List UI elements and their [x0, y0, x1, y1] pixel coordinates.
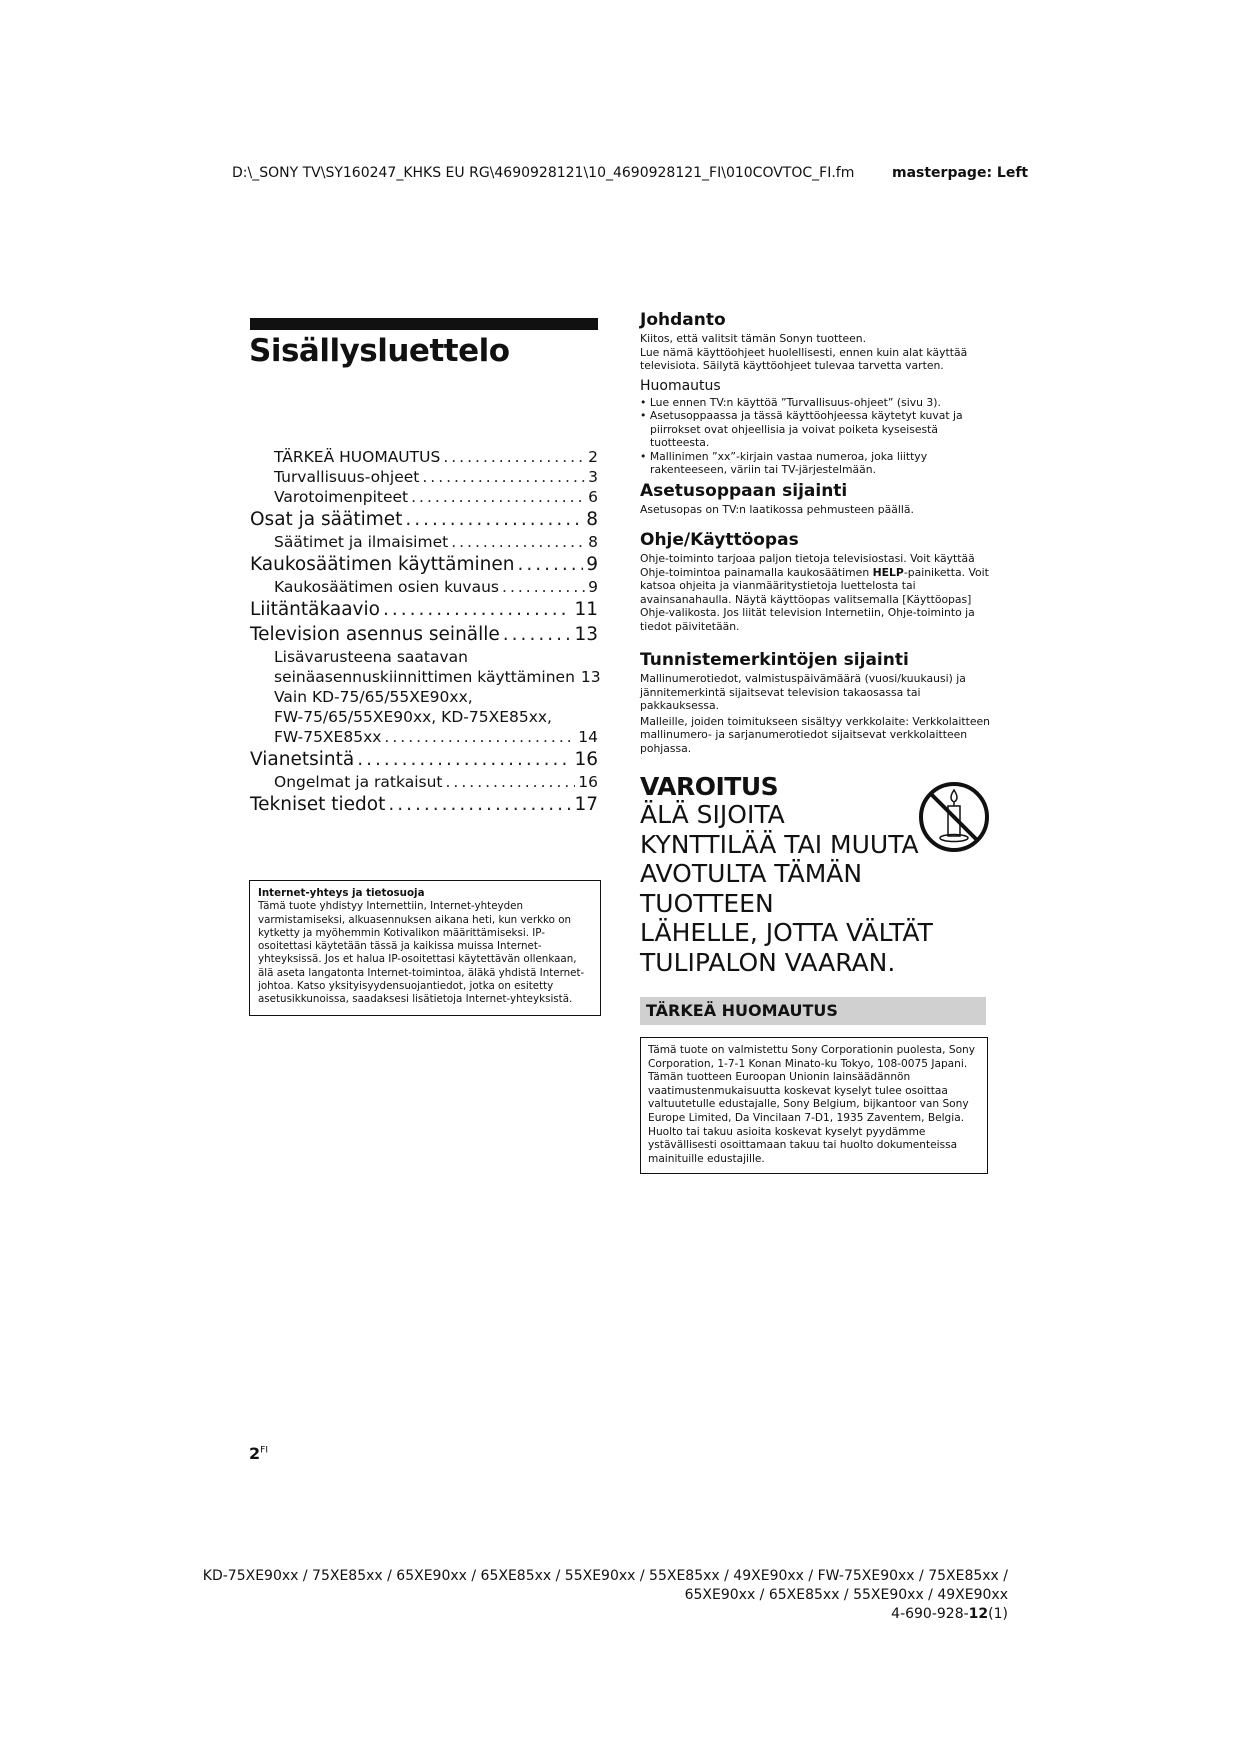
privacy-notice-box: [249, 880, 601, 1016]
toc-section-label: Tekniset tiedot: [250, 794, 386, 815]
warning-line: LÄHELLE, JOTTA VÄLTÄT: [640, 918, 933, 947]
note-item: • Asetusoppaassa ja tässä käyttöohjeessa käytetyt kuvat ja piirrokset ovat ohjeellisia ja voivat poiketa kyseisestä tuotteesta.: [640, 409, 992, 450]
setup-guide-text: Asetusopas on TV:n laatikossa pehmusteen päällä.: [640, 503, 914, 516]
important-notice-heading: TÄRKEÄ HUOMAUTUS: [640, 997, 986, 1025]
toc-section[interactable]: [250, 793, 598, 817]
no-candle-icon: [917, 780, 991, 854]
toc-section[interactable]: [250, 508, 598, 532]
toc-section-page: 9: [586, 554, 598, 575]
help-heading: Ohje/Käyttöopas: [640, 530, 799, 550]
intro-section: [640, 310, 992, 477]
toc-section-page: 17: [574, 794, 598, 815]
toc-section-label: Television asennus seinälle: [250, 624, 500, 645]
model-list-line: 65XE90xx / 65XE85xx / 55XE90xx / 49XE90xx: [684, 1587, 1008, 1603]
warning-line: TULIPALON VAARAN.: [640, 947, 896, 977]
table-of-contents: [250, 447, 601, 817]
setup-guide-section: [640, 481, 992, 517]
document-code-bold: 12: [968, 1606, 989, 1622]
toc-entry-label: Turvallisuus-ohjeet: [274, 468, 420, 486]
model-footer: [203, 1567, 1008, 1624]
toc-entry-page: 8: [588, 533, 598, 551]
toc-leader: [422, 467, 585, 487]
toc-leader: [411, 487, 585, 507]
document-code-part: 4-690-928-: [891, 1606, 969, 1622]
note-item: • Lue ennen TV:n käyttöä ”Turvallisuus-ohjeet” (sivu 3).: [640, 396, 992, 410]
warning-title: VAROITUS: [640, 772, 779, 801]
toc-leader: [405, 508, 583, 532]
page-number: [249, 1444, 268, 1463]
intro-heading: Johdanto: [640, 310, 726, 330]
model-list-line: KD-75XE90xx / 75XE85xx / 65XE90xx / 65XE85xx / 55XE90xx / 55XE85xx / 49XE90xx / FW-75XE90xx / 75XE85xx /: [202, 1568, 1008, 1584]
toc-entry-label: Ongelmat ja ratkaisut: [274, 773, 443, 791]
toc-section[interactable]: [250, 598, 598, 622]
toc-entry-page: 13: [580, 668, 601, 686]
label-location-section: [640, 650, 992, 755]
toc-leader: [502, 577, 585, 597]
toc-entry-label: Säätimet ja ilmaisimet: [274, 533, 449, 551]
help-text-part: -painiketta. Voit katsoa ohjeita ja vianmääritystietoja luettelosta tai avainsanahaulla. Näytä käyttöopas valitsemalla [Käyttöopas] Ohje-valikosta. Jos liität television Internetiin, Ohje-toiminto ja tiedot päivitetään.: [640, 565, 989, 633]
toc-entry-line: FW-75/65/55XE90xx, KD-75XE85xx,: [274, 708, 552, 726]
warning-line: AVOTULTA TÄMÄN TUOTTEEN: [640, 859, 863, 918]
toc-leader: [383, 598, 571, 622]
toc-leader: [445, 772, 575, 792]
toc-leader: [384, 727, 575, 747]
intro-paragraph: Kiitos, että valitsit tämän Sonyn tuotteen.: [640, 332, 867, 345]
toc-section-label: Osat ja säätimet: [250, 509, 403, 530]
toc-entry[interactable]: [250, 667, 601, 687]
label-location-text: Malleille, joiden toimitukseen sisältyy verkkolaite: Verkkolaitteen mallinumero- ja sarjanumerotiedot sijaitsevat verkkolaitteen pohjassa.: [640, 714, 990, 755]
toc-leader: [503, 623, 572, 647]
toc-entry-label: Kaukosäätimen osien kuvaus: [274, 578, 500, 596]
page-number-value: 2: [249, 1444, 261, 1463]
label-location-heading: Tunnistemerkintöjen sijainti: [640, 650, 909, 670]
toc-entry-page: 16: [578, 773, 598, 791]
toc-leader: [357, 748, 571, 772]
file-path-header: D:\_SONY TV\SY160247_KHKS EU RG\4690928121\10_4690928121_FI\010COVTOC_FI.fm: [232, 165, 855, 181]
toc-section-page: 8: [586, 509, 598, 530]
masterpage-label: masterpage: Left: [892, 165, 1029, 181]
toc-entry[interactable]: [250, 727, 598, 747]
toc-section[interactable]: [250, 553, 598, 577]
toc-entry-page: 2: [588, 448, 598, 466]
title-rule: [250, 318, 598, 330]
document-code-part: (1): [988, 1606, 1008, 1622]
toc-leader: [388, 793, 571, 817]
help-section: [640, 530, 992, 633]
toc-leader: [443, 447, 585, 467]
toc-entry[interactable]: [250, 577, 598, 597]
note-item: • Mallinimen ”xx”-kirjain vastaa numeroa, joka liittyy rakenteeseen, väriin tai TV-järjestelmään.: [640, 450, 992, 477]
toc-section-label: Vianetsintä: [250, 749, 355, 770]
toc-section-label: Kaukosäätimen käyttäminen: [250, 554, 515, 575]
note-list: [640, 396, 992, 477]
toc-entry[interactable]: [250, 447, 598, 467]
toc-section-label: Liitäntäkaavio: [250, 599, 380, 620]
important-notice-text: Tämä tuote on valmistettu Sony Corporationin puolesta, Sony Corporation, 1-7-1 Konan Minato-ku Tokyo, 108-0075 Japani. Tämän tuotteen Euroopan Unionin lainsäädännön vaatimustenmukaisuutta koskevat kyselyt tulee osoittaa valtuutetulle edustajalle, Sony Belgium, bijkantoor van Sony Europe Limited, Da Vincilaan 7-D1, 1935 Zaventem, Belgia. Huolto tai takuu asioita koskevat kyselyt pyydämme ystävällisesti osoittamaan takuu tai huolto dokumenteissa mainituille edustajille.: [648, 1044, 976, 1165]
toc-entry-page: 9: [588, 578, 598, 596]
warning-line: KYNTTILÄÄ TAI MUUTA: [640, 829, 919, 859]
toc-leader: [451, 532, 585, 552]
toc-entry-label: TÄRKEÄ HUOMAUTUS: [274, 448, 441, 466]
privacy-text: Tämä tuote yhdistyy Internettiin, Internet-yhteyden varmistamiseksi, alkuasennuksen aikana heti, kun verkko on kytketty ja myöhemmin Kotivalikon määrittämiseksi. IP-osoitettasi käytetään tässä ja kaikissa muissa Internet-yhteyksissä. Jos et halua IP-osoitettasi käytettävän ollenkaan, älä aseta langatonta Internet-toimintoa, äläkä yhdistä Internet-johtoa. Katso yksityisyydensuojantiedot, jotka on esitetty asetusikkunoissa, saadaksesi lisätietoja Internet-yhteyksistä.: [258, 900, 585, 1006]
toc-entry-label: seinäasennuskiinnittimen käyttäminen: [274, 668, 575, 686]
help-text: [640, 552, 992, 633]
toc-entry-line: Lisävarusteena saatavan: [274, 648, 468, 666]
privacy-title: Internet-yhteys ja tietosuoja: [258, 887, 425, 899]
toc-entry[interactable]: [250, 532, 598, 552]
toc-section-page: 11: [574, 599, 598, 620]
toc-entry-line: Vain KD-75/65/55XE90xx,: [274, 688, 473, 706]
warning-line: ÄLÄ SIJOITA: [640, 800, 785, 829]
toc-entry[interactable]: [250, 487, 598, 507]
intro-paragraph: Lue nämä käyttöohjeet huolellisesti, ennen kuin alat käyttää televisiota. Säilytä käyttöohjeet tulevaa tarvetta varten.: [640, 345, 968, 372]
note-heading: Huomautus: [640, 377, 721, 394]
document-code: [203, 1605, 1008, 1624]
important-notice-box: [640, 1037, 988, 1174]
toc-entry-label: FW-75XE85xx: [274, 728, 382, 746]
toc-entry[interactable]: [250, 772, 598, 792]
toc-entry-page: 6: [588, 488, 598, 506]
toc-section-page: 16: [574, 749, 598, 770]
help-key-label: HELP: [872, 565, 904, 579]
toc-leader: [517, 553, 583, 577]
setup-guide-heading: Asetusoppaan sijainti: [640, 481, 848, 501]
toc-entry-label: Varotoimenpiteet: [274, 488, 409, 506]
label-location-text: Mallinumerotiedot, valmistuspäivämäärä (vuosi/kuukausi) ja jännitemerkintä sijaitsevat television takaosassa tai pakkauksessa.: [640, 672, 966, 712]
toc-entry-page: 3: [588, 468, 598, 486]
toc-section[interactable]: [250, 623, 598, 647]
toc-section-page: 13: [574, 624, 598, 645]
page-number-suffix: FI: [260, 1445, 268, 1456]
toc-entry[interactable]: [250, 467, 598, 487]
toc-section[interactable]: [250, 748, 598, 772]
toc-entry-page: 14: [578, 728, 598, 746]
page-title: Sisällysluettelo: [249, 333, 510, 369]
help-text-part: Ohje-toiminto tarjoaa paljon tietoja televisiostasi. Voit käyttää Ohje-toimintoa painamalla kaukosäätimen: [640, 552, 975, 579]
